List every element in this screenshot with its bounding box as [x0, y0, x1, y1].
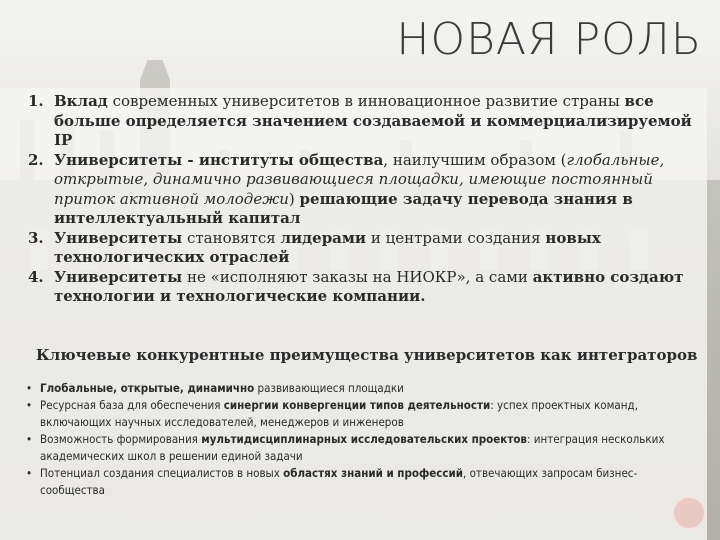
point-text: не «исполняют заказы на НИОКР», а сами: [182, 267, 533, 286]
point-text: ): [288, 189, 300, 208]
point-text: новых технологических отраслей: [54, 228, 601, 266]
point-text: все больше определяется значением создаваемой и коммерциализируемой IP: [54, 92, 692, 149]
point-number: 3.: [28, 228, 44, 247]
advantage-text: синергии конвергенции типов деятельности: [223, 398, 491, 412]
bullet-icon: •: [26, 466, 33, 480]
point-text: решающие задачу перевода знания в интеллектуальный капитал: [54, 189, 633, 227]
point-item: [28, 92, 698, 151]
point-number: 1.: [28, 92, 44, 110]
point-text: становятся: [182, 228, 281, 247]
advantage-text: Ресурсная база для обеспечения: [40, 398, 224, 412]
advantage-item: [26, 465, 698, 499]
point-text: Вклад: [54, 92, 108, 110]
point-item: [28, 268, 698, 307]
bullet-icon: •: [26, 398, 33, 412]
advantage-text: развивающиеся площадки: [254, 381, 404, 395]
point-item: [28, 229, 698, 268]
advantage-text: мультидисциплинарных исследовательских проектов: [201, 432, 527, 446]
bullet-icon: •: [26, 381, 33, 395]
advantage-text: : интеграция нескольких академических школ в решении единой задачи: [40, 432, 665, 463]
advantage-item: [26, 380, 698, 397]
advantage-text: областях знаний и профессий: [283, 466, 464, 480]
advantage-text: Потенциал создания специалистов в новых: [40, 466, 284, 480]
advantages-list: [26, 380, 698, 499]
point-text: современных университетов в инновационное развитие страны: [107, 92, 625, 110]
key-points-list: [28, 92, 698, 307]
advantage-text: : успех проектных команд, включающих научных исследователей, менеджеров и инженеров: [40, 398, 638, 429]
advantage-item: [26, 431, 698, 465]
point-number: 2.: [28, 150, 44, 169]
point-text: Университеты: [54, 228, 183, 247]
advantage-text: , отвечающих запросам бизнес-сообщества: [40, 466, 638, 497]
section-subheading: Ключевые конкурентные преимущества университетов как интеграторов: [36, 346, 698, 364]
advantage-text: Глобальные, открытые, динамично: [40, 381, 255, 395]
point-text: глобальные, открытые, динамично развивающиеся площадки, имеющие постоянный приток активной молодежи: [54, 150, 665, 208]
point-number: 4.: [28, 267, 44, 286]
point-text: и центрами создания: [366, 228, 546, 247]
point-text: лидерами: [280, 228, 367, 247]
bullet-icon: •: [26, 432, 33, 446]
point-text: активно создают технологии и технологические компании.: [54, 267, 684, 305]
advantage-text: Возможность формирования: [40, 432, 202, 446]
slide-title: НОВАЯ РОЛЬ: [396, 14, 702, 65]
point-item: [28, 151, 698, 229]
point-text: Университеты - институты общества: [54, 150, 384, 169]
corner-decoration: [672, 496, 706, 530]
point-text: Университеты: [54, 267, 183, 286]
advantage-item: [26, 397, 698, 431]
point-text: , наилучшим образом (: [383, 150, 567, 169]
